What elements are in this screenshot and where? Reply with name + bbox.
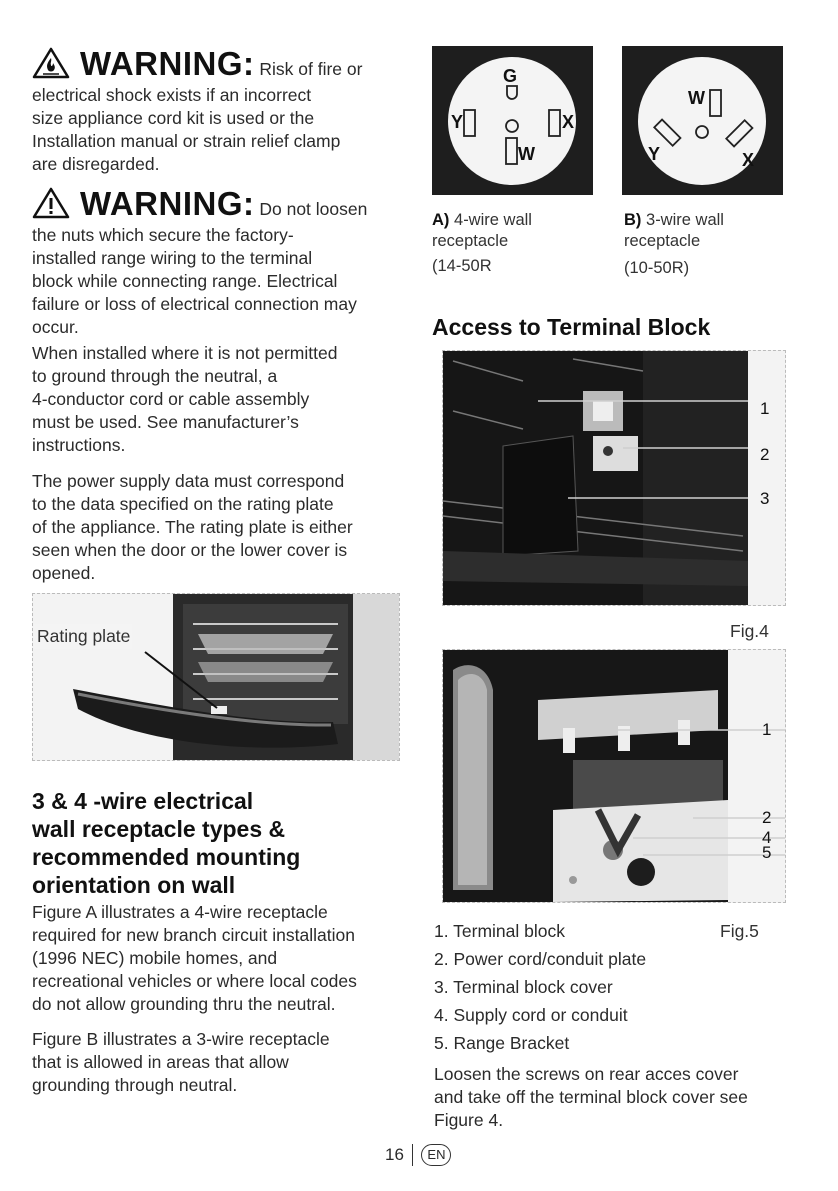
figure-4-label: Fig.4 <box>730 621 769 641</box>
page-footer <box>385 1141 451 1169</box>
oven-door-illustration <box>33 594 399 760</box>
parts-list <box>434 917 704 1057</box>
warning-tail: Do not loosen <box>259 199 368 219</box>
figure-4-callout: 2 <box>760 445 770 464</box>
figure-5-callout: 2 <box>762 808 772 827</box>
receptacle-b-diagram <box>622 46 783 195</box>
warning-label: WARNING: <box>80 185 255 222</box>
receptacle-a-label-x: X <box>562 112 575 132</box>
warning-tail: Risk of fire or <box>259 59 363 79</box>
warning-text: electrical shock exists if an incorrect size appliance cord kit is used or the Installation manual or strain relief clamp are disregarded. <box>32 85 341 174</box>
receptacle-a-label-w: W <box>518 144 535 164</box>
figure-4-photo <box>442 350 786 606</box>
list-item: 2. Power cord/conduit plate <box>434 949 647 969</box>
receptacle-a-label-y: Y <box>451 112 464 132</box>
paragraph-figure-a: Figure A illustrates a 4-wire receptacle required for new branch circuit installation (1996 NEC) mobile homes, and recreational vehicles or where local codes do not allow grounding thru the neutral. <box>32 902 357 1014</box>
rating-plate-photo <box>32 593 400 761</box>
receptacle-b-label-x: X <box>742 150 755 170</box>
language-badge: EN <box>421 1144 451 1166</box>
receptacle-b-label-y: Y <box>648 144 661 164</box>
receptacle-a-caption: A) 4-wire wall receptacle (14-50R <box>432 211 532 275</box>
warning-text: the nuts which secure the factory- installed range wiring to the terminal block while connecting range. Electrical failure or loss of electrical connection may occur. <box>32 225 357 337</box>
figure-5-callout: 4 <box>762 828 772 847</box>
figure-4-callout: 3 <box>760 489 770 508</box>
footer-divider <box>412 1144 414 1166</box>
access-terminal-heading: Access to Terminal Block <box>432 314 711 340</box>
rating-plate-label: Rating plate <box>33 624 132 649</box>
warning-label: WARNING: <box>80 45 255 82</box>
list-item: 1. Terminal block <box>434 921 565 941</box>
receptacle-section-heading: 3 & 4 -wire electrical wall receptacle types & recommended mounting orientation on wall <box>32 788 301 898</box>
receptacle-b-caption: B) 3-wire wall receptacle (10-50R) <box>624 211 724 277</box>
receptacle-a-diagram <box>432 46 593 195</box>
figure-4-callout: 1 <box>760 399 770 418</box>
paragraph-power-supply: The power supply data must correspond to the data specified on the rating plate of the appliance. The rating plate is either seen when the door or the lower cover is opened. <box>32 471 353 583</box>
receptacle-a-label-g: G <box>503 66 518 86</box>
figure-5-callout: 5 <box>762 843 772 862</box>
warning-fire <box>32 44 412 176</box>
list-item: 3. Terminal block cover <box>434 977 613 997</box>
warning-wiring <box>32 184 422 339</box>
figure-5-callout: 1 <box>762 720 772 739</box>
page-number: 16 <box>385 1145 404 1164</box>
figure-5-photo <box>442 649 786 903</box>
paragraph-figure-b: Figure B illustrates a 3-wire receptacle that is allowed in areas that allow grounding through neutral. <box>32 1029 330 1095</box>
list-item: 5. Range Bracket <box>434 1033 570 1053</box>
list-item: 4. Supply cord or conduit <box>434 1005 628 1025</box>
paragraph-loosen-screws: Loosen the screws on rear acces cover and take off the terminal block cover see Figure 4. <box>434 1064 748 1130</box>
paragraph-grounding: When installed where it is not permitted to ground through the neutral, a 4-conductor cord or cable assembly must be used. See manufacturer’s instructions. <box>32 343 338 455</box>
receptacle-b-label-w: W <box>688 88 705 108</box>
figure-5-label: Fig.5 <box>720 921 759 941</box>
